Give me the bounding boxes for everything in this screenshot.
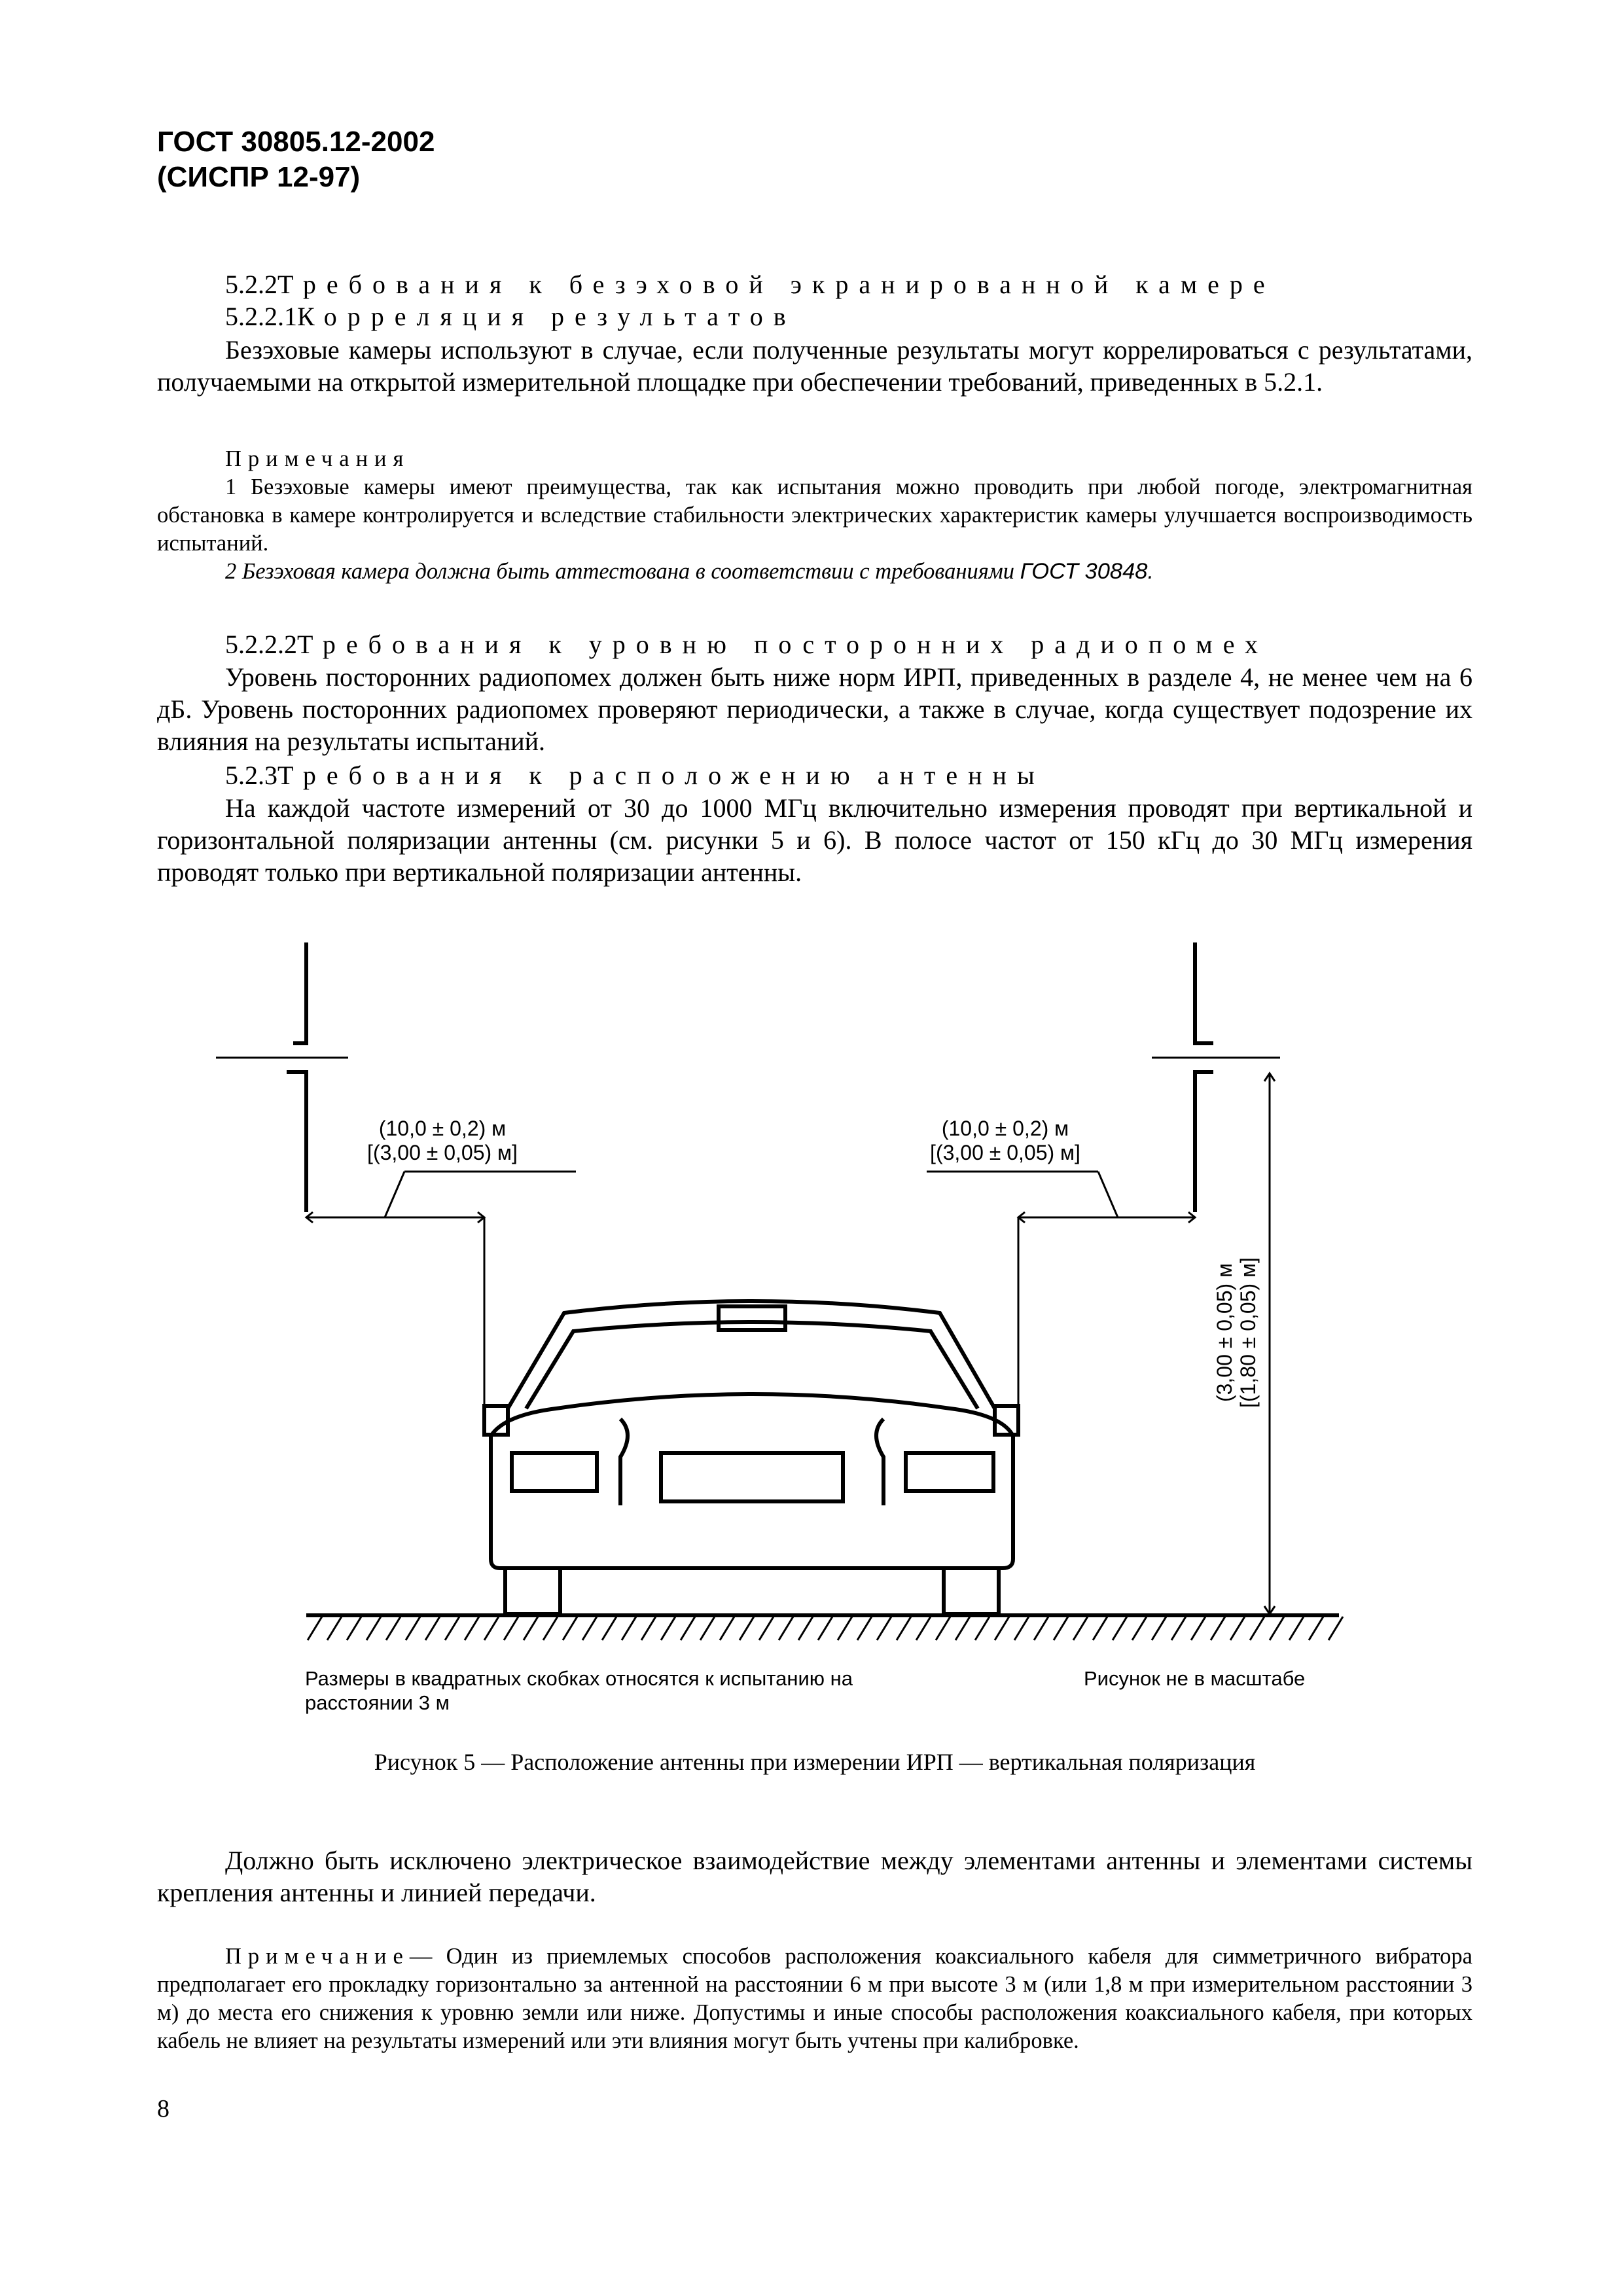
- section-5-2-3-body: На каждой частоте измерений от 30 до 1000 МГц включительно измерения проводят при вертикальной и горизонтальной поляризации антенны (см. рисунки 5 и 6). В полосе частот от 150 кГц до 30 МГц измерения проводят только при вертикальной поляризации антенны.: [157, 793, 1472, 887]
- ground-hatch-mark: [759, 1617, 774, 1640]
- final-note-text: — Один из приемлемых способов расположения коаксиального кабеля для симметричного вибратора предполагает его прокладку горизонтально за антенной на расстоянии 6 м при высоте 3 м (или 1,8 м при измерительном расстоянии 3 м) до места его снижения к уровню земли или ниже. Допустимы и иные способы расположения коаксиального кабеля, при которых кабель не влияет на результаты измерений или эти влияния могут быть учтены при калибровке.: [157, 1944, 1472, 2053]
- ground-hatch-mark: [602, 1617, 616, 1640]
- section-title: Требования к расположению антенны: [277, 761, 1045, 790]
- section-number: 5.2.3: [225, 761, 277, 790]
- ground-hatch-mark: [936, 1617, 950, 1640]
- right-antenna-upper: [1195, 942, 1213, 1043]
- figure-right-note: Рисунок не в масштабе: [1084, 1667, 1306, 1690]
- ground-hatch-mark: [818, 1617, 832, 1640]
- ground-hatch-mark: [484, 1617, 499, 1640]
- section-number: 5.2.2.2: [225, 630, 297, 659]
- ground-hatch-mark: [1270, 1617, 1284, 1640]
- ground-hatch-mark: [366, 1617, 381, 1640]
- ground-hatch-mark: [857, 1617, 872, 1640]
- ground-hatch-mark: [425, 1617, 440, 1640]
- ground-hatch-mark: [1230, 1617, 1245, 1640]
- ground-hatch-mark: [641, 1617, 656, 1640]
- ground-hatch-mark: [347, 1617, 361, 1640]
- left-distance-label: (10,0 ± 0,2) м: [378, 1117, 507, 1140]
- ground-hatch-mark: [406, 1617, 420, 1640]
- ground-hatch-mark: [740, 1617, 754, 1640]
- note-2-text: 2 Безэховая камера должна быть аттестована в соответствии с требованиями: [225, 559, 1015, 584]
- roof-light: [719, 1306, 785, 1330]
- section-title: Корреляция результатов: [297, 302, 796, 331]
- ground-hatch-mark: [1014, 1617, 1029, 1640]
- left-antenna-upper: [293, 942, 306, 1043]
- ground-hatch-mark: [327, 1617, 342, 1640]
- height-alt-label: [(1,80 ± 0,05) м]: [1236, 1257, 1260, 1408]
- ground-hatch-mark: [1152, 1617, 1166, 1640]
- ground-hatch-mark: [916, 1617, 931, 1640]
- standard-number: ГОСТ 30805.12-2002: [157, 126, 435, 158]
- section-number: 5.2.2.1: [225, 302, 297, 331]
- ground-hatch-mark: [524, 1617, 538, 1640]
- ground-hatch-mark: [1289, 1617, 1304, 1640]
- ground-hatch-mark: [1191, 1617, 1205, 1640]
- final-note: [157, 1943, 1472, 2055]
- ground-hatch-mark: [1073, 1617, 1088, 1640]
- ground-hatch-mark: [1093, 1617, 1107, 1640]
- ground-hatch-mark: [798, 1617, 813, 1640]
- ground-hatch-mark: [445, 1617, 459, 1640]
- ground-hatch-mark: [1113, 1617, 1127, 1640]
- left-antenna-lower: [287, 1072, 306, 1212]
- final-note-label: Примечание: [225, 1944, 410, 1969]
- ground-hatch-mark: [1132, 1617, 1147, 1640]
- ground-hatch-mark: [1250, 1617, 1264, 1640]
- right-wheel: [944, 1568, 999, 1614]
- notes-label: Примечания: [225, 446, 410, 471]
- figure-left-note: Размеры в квадратных скобках относятся к испытанию на расстоянии 3 м: [305, 1667, 853, 1714]
- grille: [661, 1453, 843, 1501]
- ground-hatch-mark: [1211, 1617, 1225, 1640]
- right-antenna-lower: [1195, 1072, 1213, 1212]
- ground-hatch-mark: [661, 1617, 675, 1640]
- ground-hatch-mark: [700, 1617, 715, 1640]
- vehicle: [484, 1301, 1018, 1614]
- section-title: Требования к уровню посторонних радиопомех: [297, 630, 1268, 659]
- page-number: 8: [157, 2095, 169, 2123]
- ground-hatch-mark: [582, 1617, 597, 1640]
- ground-hatch-mark: [897, 1617, 911, 1640]
- ground-hatch-mark: [622, 1617, 636, 1640]
- right-headlight: [906, 1453, 993, 1491]
- section-5-2-2-1-body: Безэховые камеры используют в случае, если полученные результаты могут коррелироваться с результатами, получаемыми на открытой измерительной площадке при обеспечении требований, приведенных в 5.2.1.: [157, 335, 1472, 397]
- after-figure-paragraph: Должно быть исключено электрическое взаимодействие между элементами антенны и элементами системы крепления антенны и линией передачи.: [157, 1846, 1472, 1907]
- figure-caption: Рисунок 5 — Расположение антенны при измерении ИРП — вертикальная поляризация: [374, 1749, 1256, 1775]
- section-title: Требования к безэховой экранированной камере: [277, 270, 1275, 299]
- ground-hatch-mark: [308, 1617, 322, 1640]
- note-2-ref: ГОСТ 30848.: [1020, 559, 1154, 584]
- ground-hatch-mark: [543, 1617, 558, 1640]
- ground-hatch-mark: [779, 1617, 793, 1640]
- ground-hatch-mark: [1034, 1617, 1048, 1640]
- left-headlight: [512, 1453, 597, 1491]
- cispr-number: (СИСПР 12-97): [157, 161, 361, 193]
- ground-hatch-mark: [465, 1617, 479, 1640]
- right-distance-alt-label: [(3,00 ± 0,05) м]: [930, 1141, 1080, 1164]
- ground-hatch-mark: [1171, 1617, 1186, 1640]
- section-number: 5.2.2: [225, 270, 277, 299]
- ground-hatch-mark: [681, 1617, 695, 1640]
- ground-hatch-mark: [838, 1617, 852, 1640]
- ground-hatch-mark: [504, 1617, 518, 1640]
- ground-hatch-mark: [720, 1617, 734, 1640]
- left-distance-alt-label: [(3,00 ± 0,05) м]: [367, 1141, 518, 1164]
- ground-hatch-mark: [877, 1617, 891, 1640]
- ground-hatch-mark: [995, 1617, 1009, 1640]
- right-distance-label: (10,0 ± 0,2) м: [941, 1117, 1069, 1140]
- ground-hatch-mark: [1309, 1617, 1323, 1640]
- ground-hatch-mark: [1329, 1617, 1343, 1640]
- note-1: 1 Безэховые камеры имеют преимущества, так как испытания можно проводить при любой погоде, электромагнитная обстановка в камере контролируется и вследствие стабильности электрических характеристик камеры улучшается воспроизводимость испытаний.: [157, 475, 1472, 556]
- ground-hatch-mark: [386, 1617, 401, 1640]
- ground-hatch-mark: [955, 1617, 970, 1640]
- ground-hatch-mark: [975, 1617, 990, 1640]
- ground-hatch-mark: [1054, 1617, 1068, 1640]
- height-label: (3,00 ± 0,05) м: [1213, 1263, 1236, 1403]
- vehicle-body: [491, 1394, 1013, 1568]
- left-wheel: [505, 1568, 560, 1614]
- ground-hatch-mark: [563, 1617, 577, 1640]
- section-5-2-2-2-body: Уровень посторонних радиопомех должен быть ниже норм ИРП, приведенных в разделе 4, не менее чем на 6 дБ. Уровень посторонних радиопомех проверяют периодически, а также в случае, когда существует подозрение их влияния на результаты испытаний.: [157, 662, 1472, 756]
